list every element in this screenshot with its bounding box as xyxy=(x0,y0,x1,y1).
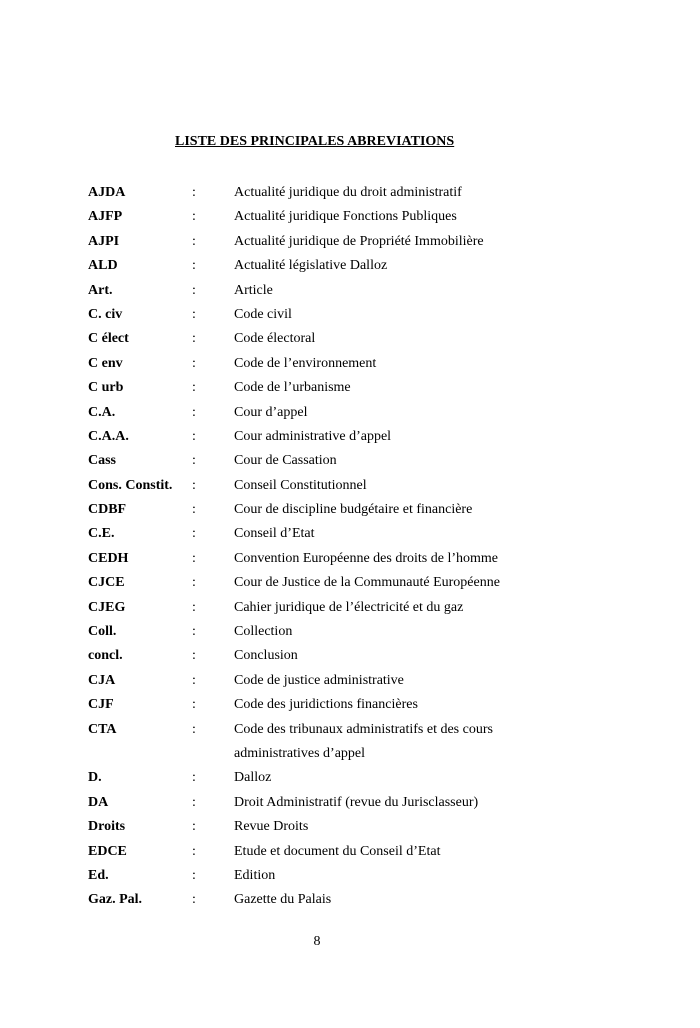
abbreviation-definition: Cour de Justice de la Communauté Européenne xyxy=(234,575,500,591)
abbreviation-row xyxy=(88,815,648,839)
abbreviation-row xyxy=(88,547,648,571)
abbreviation-term: DA xyxy=(88,794,109,810)
abbreviation-separator: : xyxy=(192,185,196,200)
abbreviation-separator: : xyxy=(192,233,196,249)
abbreviation-separator: : xyxy=(192,892,196,908)
abbreviation-separator: : xyxy=(192,502,196,518)
abbreviation-separator: : xyxy=(192,526,196,542)
abbreviation-separator: : xyxy=(192,843,196,859)
abbreviation-definition: Code civil xyxy=(234,306,292,322)
abbreviation-term: CJEG xyxy=(88,599,126,615)
abbreviation-separator: : xyxy=(192,819,196,835)
abbreviation-definition: Convention Européenne des droits de l’homme xyxy=(234,550,498,566)
abbreviation-definition: Revue Droits xyxy=(234,819,309,835)
abbreviation-row xyxy=(88,425,648,449)
abbreviation-row xyxy=(88,498,648,522)
abbreviation-term: C élect xyxy=(88,331,129,347)
abbreviation-separator: : xyxy=(192,477,196,493)
abbreviation-row xyxy=(88,620,648,644)
abbreviation-definition: Edition xyxy=(234,867,276,883)
abbreviation-row xyxy=(88,644,648,668)
abbreviation-separator: : xyxy=(192,770,196,786)
abbreviation-separator: : xyxy=(192,721,196,737)
abbreviation-row xyxy=(88,205,648,229)
abbreviation-definition: Conseil d’Etat xyxy=(234,526,315,542)
abbreviation-term: C env xyxy=(88,355,123,371)
abbreviation-row xyxy=(88,766,648,790)
abbreviation-term: Cons. Constit. xyxy=(88,477,173,493)
abbreviation-row xyxy=(88,571,648,595)
abbreviation-term: C.A. xyxy=(88,404,116,420)
abbreviation-row xyxy=(88,840,648,864)
abbreviation-term: Droits xyxy=(88,819,126,835)
abbreviation-separator: : xyxy=(192,672,196,688)
abbreviation-term: CDBF xyxy=(88,502,127,518)
abbreviation-separator: : xyxy=(192,697,196,713)
abbreviation-separator: : xyxy=(192,380,196,396)
abbreviation-definition: Code de justice administrative xyxy=(234,672,404,688)
abbreviation-separator: : xyxy=(192,624,196,640)
abbreviation-row xyxy=(88,522,648,546)
abbreviation-definition: Code des tribunaux administratifs et des cours administratives d’appel xyxy=(234,721,493,761)
abbreviation-row xyxy=(88,352,648,376)
abbreviation-term: CEDH xyxy=(88,550,129,566)
page-title: LISTE DES PRINCIPALES ABREVIATIONS xyxy=(175,134,455,149)
abbreviation-definition: Code de l’environnement xyxy=(234,355,377,371)
abbreviation-term: C.E. xyxy=(88,526,115,542)
abbreviation-term: D. xyxy=(88,770,102,786)
abbreviation-definition: Code électoral xyxy=(234,331,316,347)
abbreviation-definition: Cour de discipline budgétaire et financière xyxy=(234,502,473,518)
abbreviation-separator: : xyxy=(192,428,196,444)
page-number: 8 xyxy=(313,934,321,949)
abbreviation-definition: Dalloz xyxy=(234,770,272,786)
abbreviation-definition: Actualité législative Dalloz xyxy=(234,258,388,274)
abbreviation-row xyxy=(88,596,648,620)
abbreviation-definition: Actualité juridique du droit administratif xyxy=(234,185,462,200)
abbreviation-separator: : xyxy=(192,453,196,469)
abbreviation-definition: Collection xyxy=(234,624,293,640)
abbreviation-row xyxy=(88,376,648,400)
abbreviation-term: concl. xyxy=(88,648,123,664)
abbreviation-definition: Article xyxy=(234,282,273,298)
abbreviation-row xyxy=(88,693,648,717)
abbreviation-row xyxy=(88,230,648,254)
abbreviation-separator: : xyxy=(192,306,196,322)
abbreviation-term: AJPI xyxy=(88,233,120,249)
abbreviation-term: CJCE xyxy=(88,575,125,591)
abbreviation-term: Gaz. Pal. xyxy=(88,892,143,908)
abbreviation-definition: Cour d’appel xyxy=(234,404,308,420)
abbreviation-term: Cass xyxy=(88,453,117,469)
abbreviation-term: Art. xyxy=(88,282,113,298)
abbreviation-separator: : xyxy=(192,282,196,298)
abbreviation-term: Coll. xyxy=(88,624,117,640)
abbreviation-definition: Gazette du Palais xyxy=(234,892,332,908)
abbreviation-term: C. civ xyxy=(88,306,123,322)
abbreviation-row xyxy=(88,864,648,888)
abbreviation-definition: Actualité juridique Fonctions Publiques xyxy=(234,209,457,225)
abbreviation-separator: : xyxy=(192,867,196,883)
abbreviation-list xyxy=(88,181,648,913)
abbreviation-separator: : xyxy=(192,550,196,566)
abbreviation-separator: : xyxy=(192,355,196,371)
abbreviation-separator: : xyxy=(192,794,196,810)
abbreviation-definition: Cour de Cassation xyxy=(234,453,337,469)
abbreviation-row xyxy=(88,401,648,425)
abbreviation-row xyxy=(88,888,648,912)
abbreviation-separator: : xyxy=(192,209,196,225)
abbreviation-term: C.A.A. xyxy=(88,428,129,444)
abbreviation-row xyxy=(88,669,648,693)
abbreviation-definition: Cour administrative d’appel xyxy=(234,428,392,444)
abbreviation-term: AJDA xyxy=(88,185,126,200)
abbreviation-definition: Conseil Constitutionnel xyxy=(234,477,367,493)
abbreviation-separator: : xyxy=(192,648,196,664)
abbreviation-separator: : xyxy=(192,599,196,615)
abbreviation-definition: Conclusion xyxy=(234,648,298,664)
abbreviation-row xyxy=(88,181,648,205)
abbreviation-definition: Cahier juridique de l’électricité et du gaz xyxy=(234,599,464,615)
abbreviation-definition: Etude et document du Conseil d’Etat xyxy=(234,843,441,859)
abbreviation-definition: Code de l’urbanisme xyxy=(234,380,351,396)
abbreviation-separator: : xyxy=(192,575,196,591)
abbreviation-term: AJFP xyxy=(88,209,123,225)
abbreviation-row xyxy=(88,327,648,351)
abbreviation-row xyxy=(88,791,648,815)
abbreviation-row xyxy=(88,474,648,498)
abbreviation-row xyxy=(88,303,648,327)
abbreviation-row xyxy=(88,718,648,767)
abbreviation-term: ALD xyxy=(88,258,118,274)
abbreviation-term: CTA xyxy=(88,721,117,737)
abbreviation-definition: Code des juridictions financières xyxy=(234,697,418,713)
abbreviation-row xyxy=(88,449,648,473)
abbreviation-separator: : xyxy=(192,404,196,420)
abbreviation-definition: Droit Administratif (revue du Jurisclasseur) xyxy=(234,794,479,810)
abbreviation-term: C urb xyxy=(88,380,124,396)
abbreviation-term: EDCE xyxy=(88,843,127,859)
abbreviation-term: CJA xyxy=(88,672,116,688)
abbreviation-separator: : xyxy=(192,331,196,347)
abbreviation-row xyxy=(88,279,648,303)
abbreviation-separator: : xyxy=(192,258,196,274)
abbreviation-definition: Actualité juridique de Propriété Immobilière xyxy=(234,233,484,249)
abbreviation-term: CJF xyxy=(88,697,114,713)
abbreviation-row xyxy=(88,254,648,278)
abbreviation-term: Ed. xyxy=(88,867,109,883)
